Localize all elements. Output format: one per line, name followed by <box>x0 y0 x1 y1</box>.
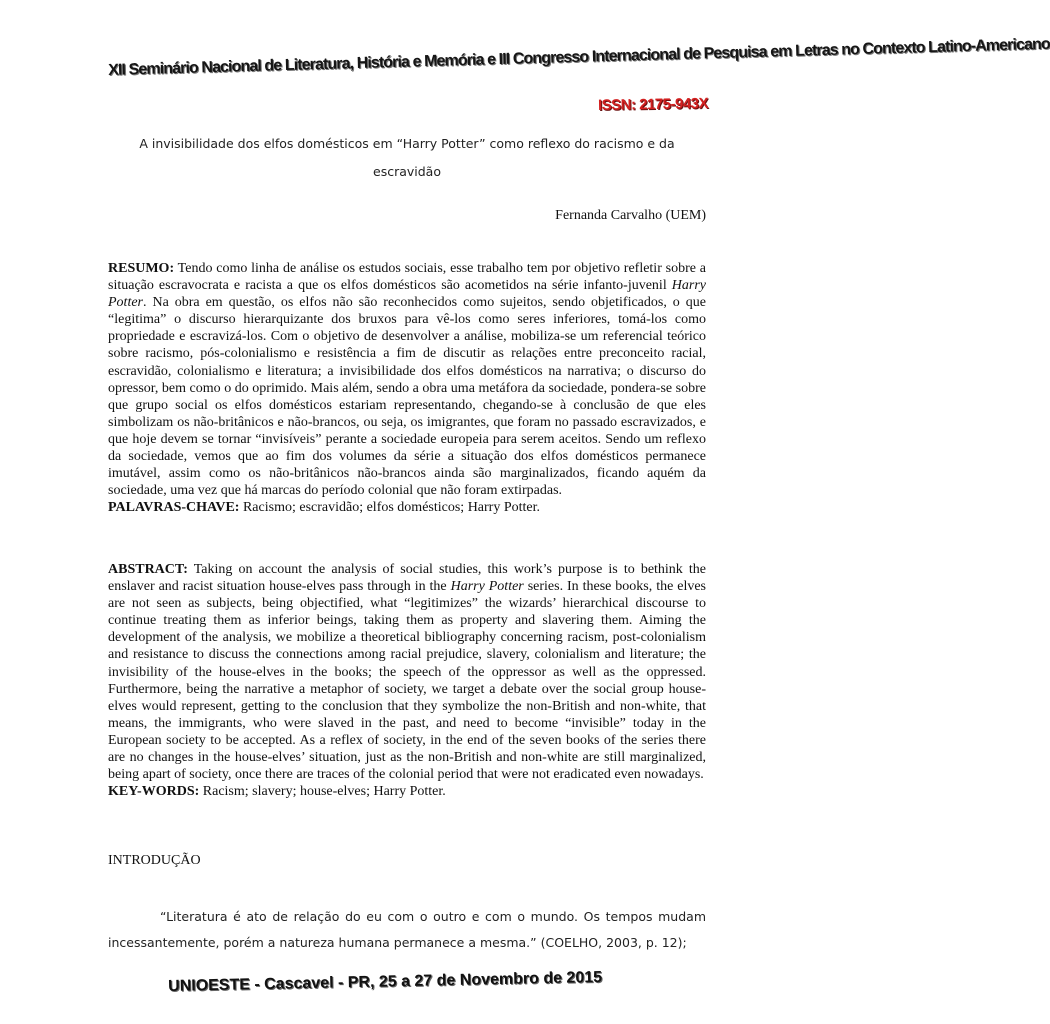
resumo-italic-title: Harry Potter <box>108 278 706 311</box>
issn-label: ISSN: 2175-943X <box>597 95 709 114</box>
resumo-section <box>108 260 706 516</box>
footer-event-info: UNIOESTE - Cascavel - PR, 25 a 27 de Novembro de 2015 <box>168 968 603 995</box>
resumo-text-start: Tendo como linha de análise os estudos sociais, esse trabalho tem por objetivo refletir sobre a situação escravocrata e racista a que os elfos domésticos são acometidos na série infanto-juvenil <box>108 261 706 294</box>
event-title: XII Seminário Nacional de Literatura, História e Memória e III Congresso Internacional de Pesquisa em Letras no Contexto Latino-Americano <box>108 35 1050 79</box>
palavras-chave-label: PALAVRAS-CHAVE: <box>108 500 240 516</box>
abstract-label: ABSTRACT: <box>108 562 188 577</box>
abstract-section <box>108 561 706 800</box>
abstract-text-start: Taking on account the analysis of social studies, this work’s purpose is to bethink the enslaver and racist situation house-elves pass through in the <box>108 562 706 595</box>
resumo-text-end: . Na obra em questão, os elfos não são reconhecidos como sujeitos, sendo objetificados, o que “legitima” o discurso hierarquizante dos bruxos para vê-los como seres inferiores, tomá-los como propriedade e escravizá-los. Com o objetivo de desenvolver a análise, mobiliza-se um referencial teórico sobre racismo, pós-colonialismo e resistência a fim de discutir as relações entre preconceito racial, escravidão, colonialismo e literatura; a invisibilidade dos elfos domésticos na narrativa; o discurso do opressor, bem como o do oprimido. Mais além, sendo a obra uma metáfora da sociedade, pondera-se sobre que grupo social os elfos domésticos estariam representando, chegando-se à conclusão de que eles simbolizam os não-britânicos e não-brancos, ou seja, os imigrantes, que foram no passado escravizados, e que hoje devem se tornar “invisíveis” perante a sociedade europeia para serem aceitos. Sendo um reflexo da sociedade, vemos que ao fim dos volumes da série a situação dos elfos domésticos permanece imutável, assim como os não-britânicos não-brancos ainda são marginalizados, ficando aquém da sociedade, uma vez que há marcas do período colonial que não foram extirpadas. <box>108 295 706 499</box>
article-title: A invisibilidade dos elfos domésticos em “Harry Potter” como reflexo do racismo e da escravidão <box>139 136 675 179</box>
abstract-italic-title: Harry Potter <box>450 579 524 595</box>
introducao-quote: “Literatura é ato de relação do eu com o outro e com o mundo. Os tempos mudam incessantemente, porém a natureza humana permanece a mesma.” (COELHO, 2003, p. 12); <box>108 909 706 950</box>
abstract-text-end: series. In these books, the elves are not seen as subjects, being objectified, what “legitimizes” the wizards’ hierarchical discourse to continue treating them as inferior beings, taking them as property and slavering them. Aiming the development of the analysis, we mobilize a theoretical bibliography concerning racism, post-colonialism and resistance to discuss the connections among racial prejudice, slavery, colonialism and literature; the invisibility of the house-elves in the books; the speech of the oppressor as well as the oppressed. Furthermore, being the narrative a metaphor of society, we target a debate over the social group house-elves would represent, getting to the conclusion that they symbolize the non-British and non-white, that means, the immigrants, who were slaved in the past, and need to become “invisible” today in the European society to be accepted. As a reflex of society, in the end of the seven books of the series there are no changes in the house-elves’ situation, just as the non-British and non-white are still marginalized, being apart of society, once there are traces of the colonial period that were not eradicated even nowadays. <box>108 579 707 783</box>
author-name: Fernanda Carvalho (UEM) <box>555 208 706 223</box>
resumo-label: RESUMO: <box>108 261 175 276</box>
key-words-text: Racism; slavery; house-elves; Harry Potter. <box>199 784 446 800</box>
key-words-label: KEY-WORDS: <box>108 784 200 800</box>
palavras-chave-text: Racismo; escravidão; elfos domésticos; Harry Potter. <box>239 500 541 516</box>
introducao-heading: INTRODUÇÃO <box>108 853 201 868</box>
